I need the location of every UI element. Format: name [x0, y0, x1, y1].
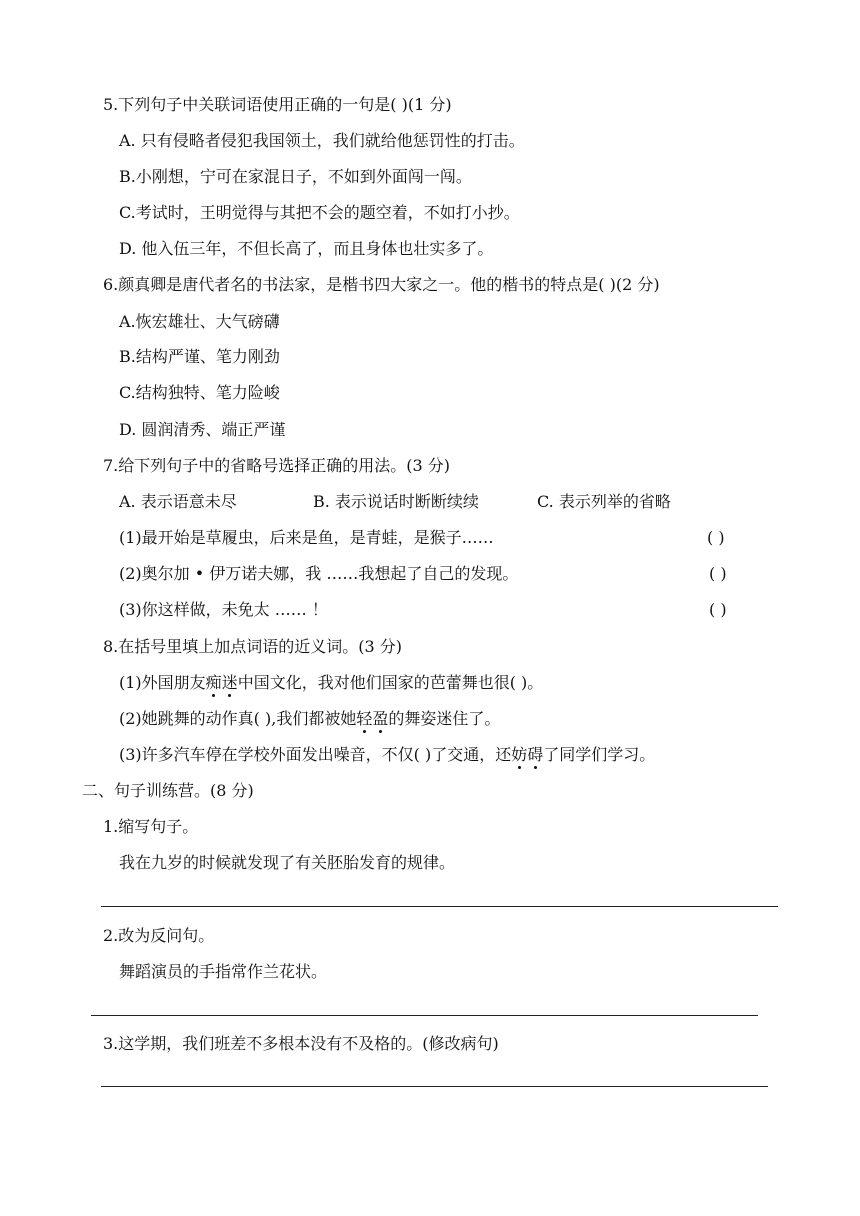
q8-s2-post: 的舞姿迷住了。	[388, 709, 501, 728]
task1-answer-line[interactable]	[101, 906, 778, 907]
emphasis-dot-char: 轻	[356, 709, 373, 728]
q8-s3-dotted-word	[511, 745, 543, 764]
q7-choice-c: C. 表示列举的省略	[537, 492, 671, 511]
q8-sentence-3	[119, 745, 655, 765]
q6-option-b: B.结构严谨、笔力刚劲	[119, 347, 280, 366]
q6-stem: 6.颜真卿是唐代者名的书法家，是楷书四大家之一。他的楷书的特点是( )(2 分)	[103, 275, 660, 294]
q7-item-2: (2)奥尔加 • 伊万诺夫娜，我 ……我想起了自己的发现。	[119, 564, 519, 583]
q8-s3-post: 了同学们学习。	[543, 745, 656, 764]
q8-s1-pre: (1)外国朋友	[119, 673, 206, 692]
q5-option-d: D. 他入伍三年，不但长高了，而且身体也壮实多了。	[119, 239, 494, 258]
q8-s2-pre: (2)她跳舞的动作真( ),我们都被她	[119, 709, 357, 728]
q5-option-a: A. 只有侵略者侵犯我国领土，我们就给他惩罚性的打击。	[119, 131, 525, 150]
task3-title: 3.这学期，我们班差不多根本没有不及格的。(修改病句)	[103, 1034, 499, 1053]
task1-title: 1.缩写句子。	[103, 817, 199, 836]
task2-title: 2.改为反问句。	[103, 926, 215, 945]
emphasis-dot-char: 痴	[205, 673, 222, 692]
q8-sentence-2	[119, 709, 500, 729]
q8-s3-pre: (3)许多汽车停在学校外面发出噪音，不仅( )了交通，还	[119, 745, 512, 764]
q7-item-1-answer-blank[interactable]: ( )	[707, 528, 725, 547]
q8-s2-dotted-word	[356, 709, 388, 728]
emphasis-dot-char: 妨	[511, 745, 528, 764]
q8-s1-post: 中国文化，我对他们国家的芭蕾舞也很( )。	[237, 673, 544, 692]
q8-stem: 8.在括号里填上加点词语的近义词。(3 分)	[103, 637, 403, 656]
task3-answer-line[interactable]	[101, 1086, 768, 1087]
q7-item-3: (3)你这样做，未免太 …… ！	[119, 600, 328, 619]
section2-heading: 二、句子训练营。(8 分)	[82, 781, 254, 800]
q7-stem: 7.给下列句子中的省略号选择正确的用法。(3 分)	[103, 456, 451, 475]
q6-option-c: C.结构独特、笔力险峻	[119, 383, 280, 402]
task2-sentence: 舞蹈演员的手指常作兰花状。	[119, 962, 328, 981]
task1-sentence: 我在九岁的时候就发现了有关胚胎发育的规律。	[119, 853, 456, 872]
emphasis-dot-char: 碍	[527, 745, 544, 764]
q7-item-1: (1)最开始是草履虫，后来是鱼，是青蛙，是猴子……	[119, 528, 494, 547]
q7-item-3-answer-blank[interactable]: ( )	[709, 600, 727, 619]
q7-item-2-answer-blank[interactable]: ( )	[709, 564, 727, 583]
q5-option-b: B.小刚想，宁可在家混日子，不如到外面闯一闯。	[119, 167, 472, 186]
q6-option-d: D. 圆润清秀、端正严谨	[119, 420, 286, 439]
q7-choice-b: B. 表示说话时断断续续	[313, 492, 479, 511]
emphasis-dot-char: 盈	[372, 709, 389, 728]
task2-answer-line[interactable]	[91, 1015, 758, 1016]
q8-s1-dotted-word	[206, 673, 238, 692]
q5-stem: 5.下列句子中关联词语使用正确的一句是( )(1 分)	[103, 95, 452, 114]
q7-choice-a: A. 表示语意未尽	[119, 492, 237, 511]
q6-option-a: A.恢宏雄壮、大气磅礴	[119, 312, 280, 331]
q5-option-c: C.考试时，王明觉得与其把不会的题空着，不如打小抄。	[119, 203, 520, 222]
q8-sentence-1	[119, 673, 543, 693]
emphasis-dot-char: 迷	[221, 673, 238, 692]
